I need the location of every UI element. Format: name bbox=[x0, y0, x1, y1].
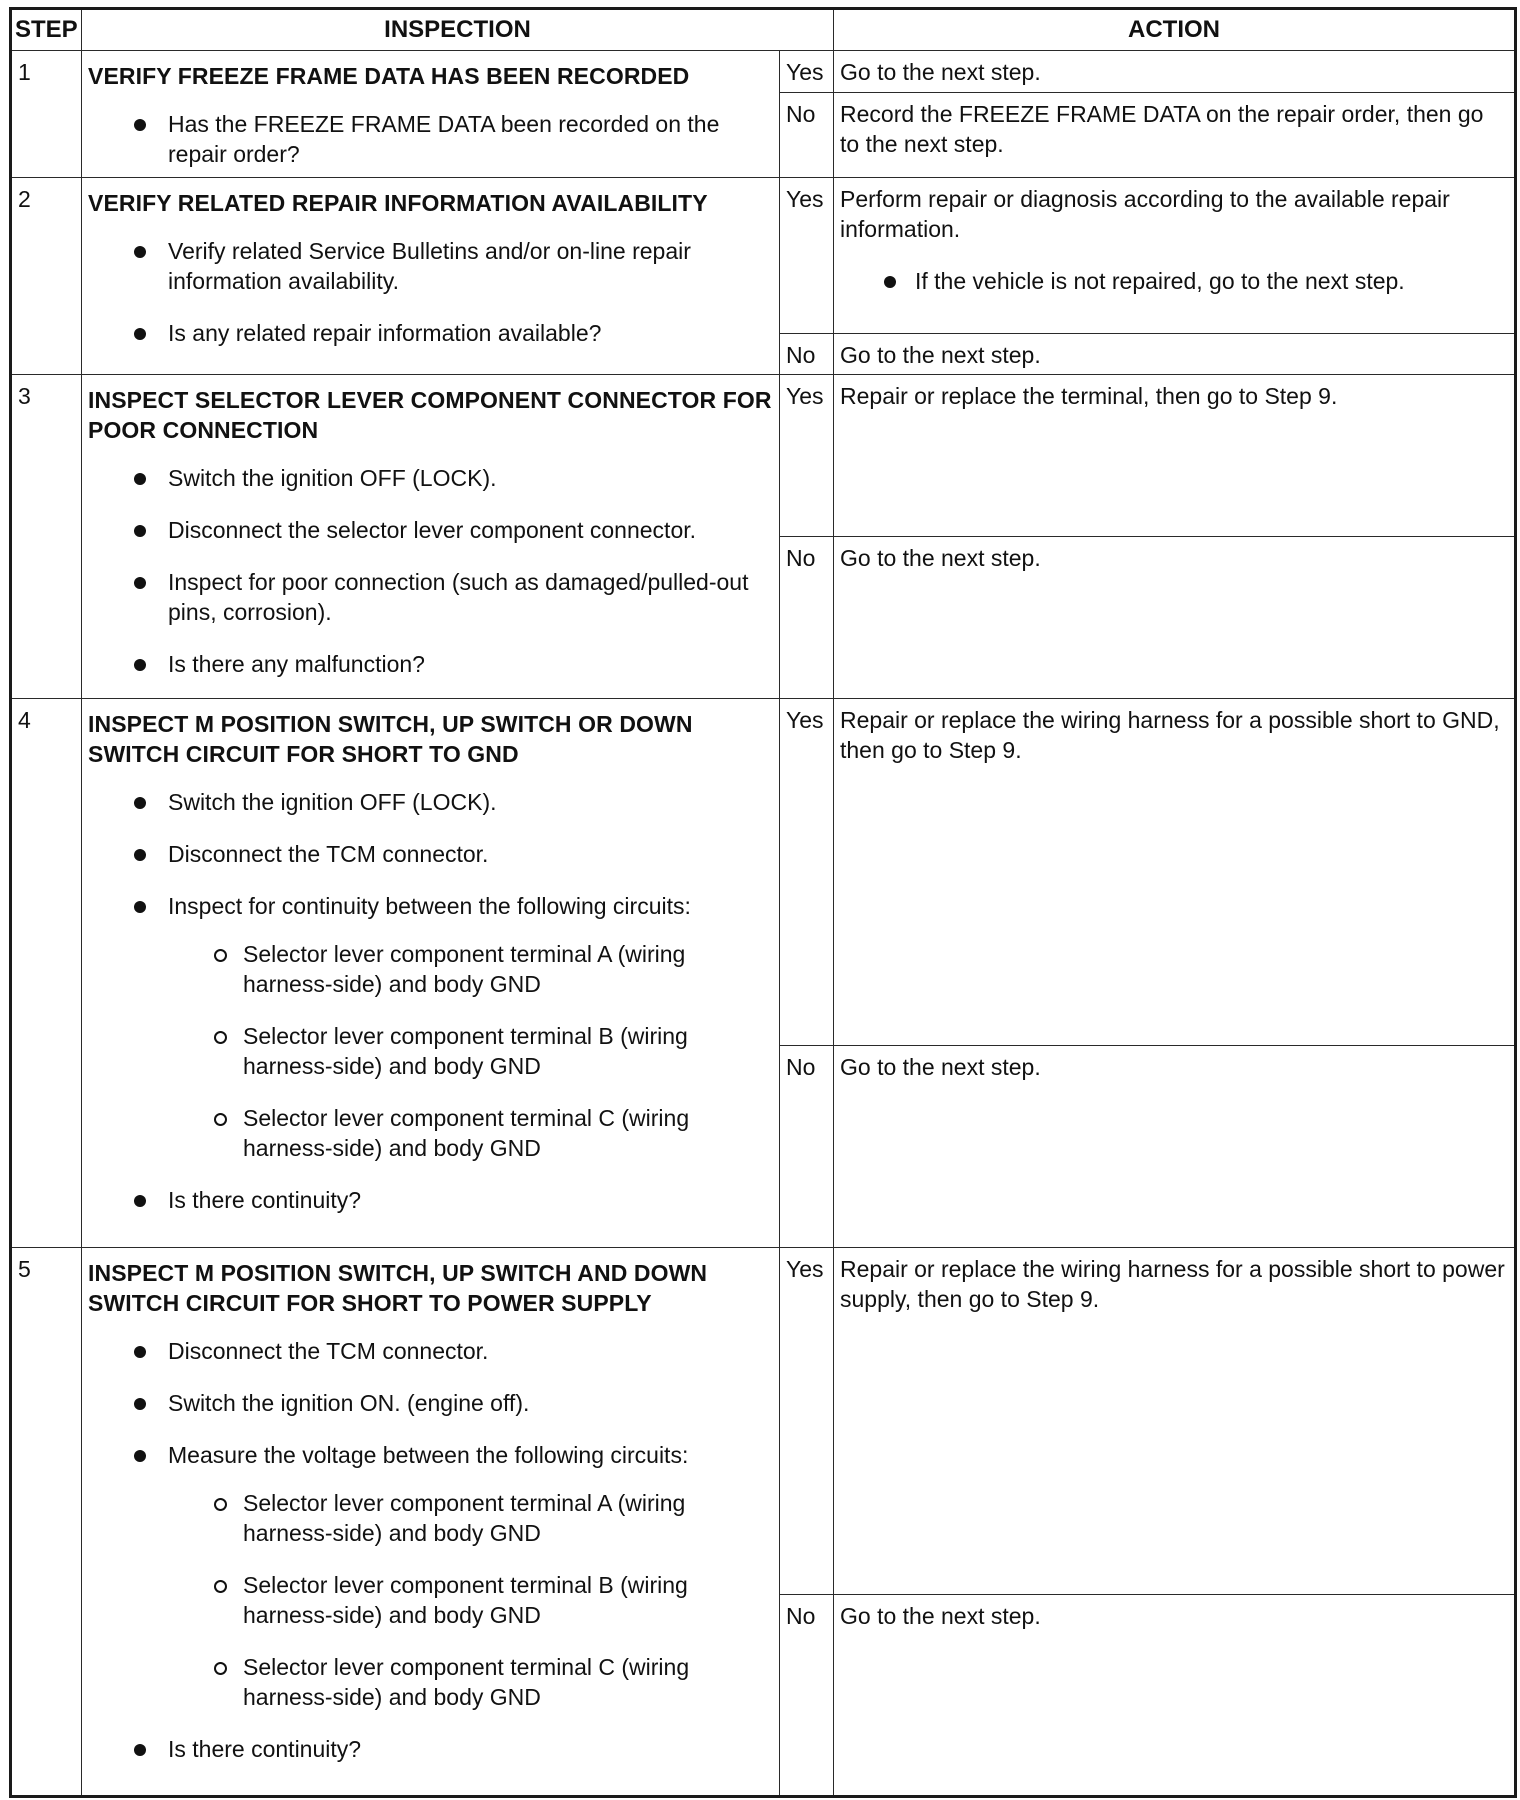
inspection-subitem: Selector lever component terminal C (wiring harness-side) and body GND bbox=[168, 1103, 773, 1163]
step-number: 2 bbox=[11, 178, 82, 375]
inspection-item: Switch the ignition OFF (LOCK). bbox=[88, 787, 773, 817]
step-1-yes-row bbox=[11, 51, 1516, 93]
inspection-subitem: Selector lever component terminal C (wiring harness-side) and body GND bbox=[168, 1652, 773, 1712]
step-1-inspection bbox=[82, 51, 780, 178]
no-label: No bbox=[780, 334, 834, 375]
yes-label: Yes bbox=[780, 51, 834, 93]
inspection-item: Disconnect the selector lever component connector. bbox=[88, 515, 773, 545]
step-number: 4 bbox=[11, 699, 82, 1248]
step-title: VERIFY RELATED REPAIR INFORMATION AVAILABILITY bbox=[88, 190, 708, 216]
step-3-inspection bbox=[82, 375, 780, 699]
inspection-item: Is there any malfunction? bbox=[88, 649, 773, 679]
action-column-header: ACTION bbox=[834, 9, 1516, 51]
step-5-inspection bbox=[82, 1248, 780, 1797]
step-4-yes-row bbox=[11, 699, 1516, 1046]
inspection-item: Disconnect the TCM connector. bbox=[88, 839, 773, 869]
step-number: 3 bbox=[11, 375, 82, 699]
step-5-yes-action: Repair or replace the wiring harness for a possible short to power supply, then go to Step 9. bbox=[834, 1248, 1516, 1595]
inspection-item: Switch the ignition ON. (engine off). bbox=[88, 1388, 773, 1418]
inspection-item: Switch the ignition OFF (LOCK). bbox=[88, 463, 773, 493]
yes-label: Yes bbox=[780, 178, 834, 334]
step-2-no-action: Go to the next step. bbox=[834, 334, 1516, 375]
yes-label: Yes bbox=[780, 1248, 834, 1595]
step-title: VERIFY FREEZE FRAME DATA HAS BEEN RECORDED bbox=[88, 63, 690, 89]
inspection-item: Disconnect the TCM connector. bbox=[88, 1336, 773, 1366]
step-3-no-action: Go to the next step. bbox=[834, 537, 1516, 699]
step-2-yes-row bbox=[11, 178, 1516, 334]
inspection-subitem: Selector lever component terminal B (wiring harness-side) and body GND bbox=[168, 1021, 773, 1081]
step-number: 1 bbox=[11, 51, 82, 178]
step-title: INSPECT M POSITION SWITCH, UP SWITCH AND DOWN SWITCH CIRCUIT FOR SHORT TO POWER SUPPLY bbox=[88, 1260, 708, 1316]
step-1-no-action: Record the FREEZE FRAME DATA on the repair order, then go to the next step. bbox=[834, 92, 1516, 177]
step-3-yes-action: Repair or replace the terminal, then go to Step 9. bbox=[834, 375, 1516, 537]
yes-label: Yes bbox=[780, 375, 834, 537]
step-2-yes-action bbox=[834, 178, 1516, 334]
step-4-inspection bbox=[82, 699, 780, 1248]
no-label: No bbox=[780, 1595, 834, 1797]
step-4-yes-action: Repair or replace the wiring harness for a possible short to GND, then go to Step 9. bbox=[834, 699, 1516, 1046]
inspection-item-text: Inspect for continuity between the following circuits: bbox=[168, 893, 691, 919]
inspection-item: Verify related Service Bulletins and/or on-line repair information availability. bbox=[88, 236, 773, 296]
no-label: No bbox=[780, 92, 834, 177]
step-1-yes-action: Go to the next step. bbox=[834, 51, 1516, 93]
action-subitem: If the vehicle is not repaired, go to the next step. bbox=[840, 266, 1508, 296]
inspection-column-header: INSPECTION bbox=[82, 9, 834, 51]
inspection-item: Inspect for poor connection (such as damaged/pulled-out pins, corrosion). bbox=[88, 567, 773, 627]
inspection-subitem: Selector lever component terminal A (wiring harness-side) and body GND bbox=[168, 939, 773, 999]
inspection-item: Has the FREEZE FRAME DATA been recorded on the repair order? bbox=[88, 109, 773, 169]
inspection-subitem: Selector lever component terminal A (wiring harness-side) and body GND bbox=[168, 1488, 773, 1548]
step-2-inspection bbox=[82, 178, 780, 375]
inspection-item-text: Measure the voltage between the following circuits: bbox=[168, 1442, 689, 1468]
step-title: INSPECT SELECTOR LEVER COMPONENT CONNECTOR FOR POOR CONNECTION bbox=[88, 387, 772, 443]
step-column-header: STEP bbox=[11, 9, 82, 51]
step-3-yes-row bbox=[11, 375, 1516, 537]
inspection-item bbox=[88, 1440, 773, 1712]
step-title: INSPECT M POSITION SWITCH, UP SWITCH OR DOWN SWITCH CIRCUIT FOR SHORT TO GND bbox=[88, 711, 693, 767]
no-label: No bbox=[780, 1046, 834, 1248]
action-text: Perform repair or diagnosis according to the available repair information. bbox=[840, 186, 1450, 242]
inspection-subitem: Selector lever component terminal B (wiring harness-side) and body GND bbox=[168, 1570, 773, 1630]
step-5-no-action: Go to the next step. bbox=[834, 1595, 1516, 1797]
step-number: 5 bbox=[11, 1248, 82, 1797]
inspection-item: Is there continuity? bbox=[88, 1734, 773, 1764]
inspection-item: Is there continuity? bbox=[88, 1185, 773, 1215]
inspection-item bbox=[88, 891, 773, 1163]
diagnostic-procedure-table bbox=[9, 7, 1517, 1798]
yes-label: Yes bbox=[780, 699, 834, 1046]
table-header-row bbox=[11, 9, 1516, 51]
no-label: No bbox=[780, 537, 834, 699]
step-4-no-action: Go to the next step. bbox=[834, 1046, 1516, 1248]
step-5-yes-row bbox=[11, 1248, 1516, 1595]
inspection-item: Is any related repair information available? bbox=[88, 318, 773, 348]
